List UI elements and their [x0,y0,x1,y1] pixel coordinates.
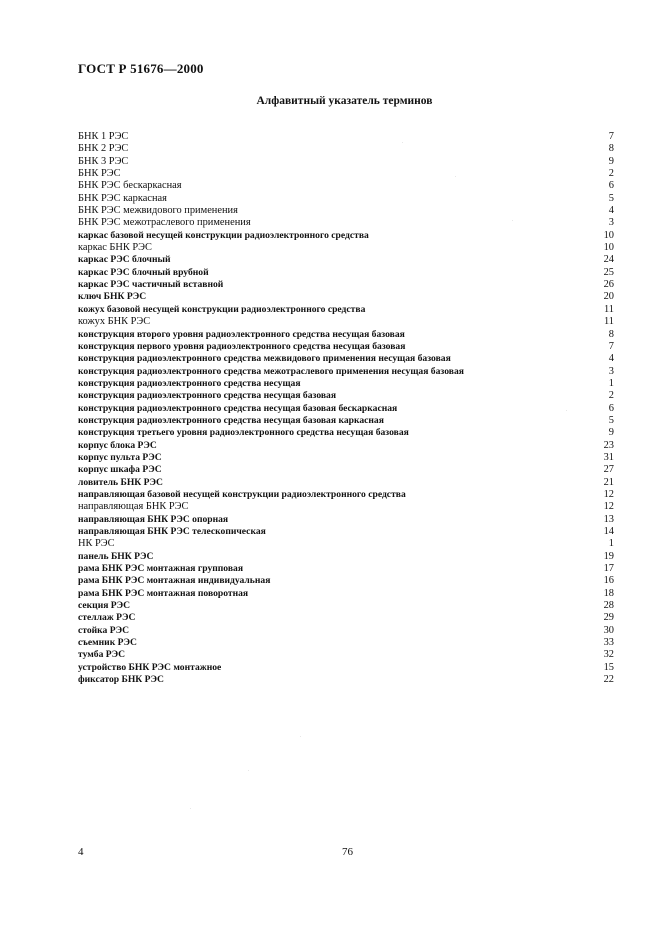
index-term: каркас базовой несущей конструкции радиоэлектронного средства [78,229,369,241]
alphabetical-index-list [78,131,614,686]
index-entry [78,168,614,180]
index-entry [78,649,614,661]
index-term-number: 25 [603,266,614,278]
index-entry [78,501,614,513]
index-term-number: 2 [608,390,614,402]
scan-artifact [300,736,301,737]
page-number: 76 [342,846,353,858]
index-entry [78,254,614,266]
index-term-number: 31 [603,451,614,463]
index-term-number: 19 [603,550,614,562]
index-term-number: 4 [608,205,614,217]
index-term: БНК РЭС каркасная [78,192,167,204]
index-entry [78,143,614,155]
index-term: устройство БНК РЭС монтажное [78,661,222,673]
index-term-number: 8 [608,143,614,155]
index-entry [78,156,614,168]
index-term: ключ БНК РЭС [78,291,147,303]
index-term: рама БНК РЭС монтажная поворотная [78,587,249,599]
index-entry [78,440,614,452]
index-entry [78,600,614,612]
index-term: конструкция радиоэлектронного средства межотраслевого применения несущая базовая [78,365,464,377]
index-term: рама БНК РЭС монтажная групповая [78,563,244,575]
scan-artifact [512,220,513,221]
index-term: БНК РЭС [78,168,121,180]
index-term: рама БНК РЭС монтажная индивидуальная [78,575,271,587]
scan-artifact [455,176,456,177]
index-term: конструкция радиоэлектронного средства несущая [78,377,301,389]
index-term: конструкция радиоэлектронного средства несущая базовая каркасная [78,414,384,426]
index-term-number: 22 [603,674,614,686]
index-term: конструкция радиоэлектронного средства несущая базовая бескаркасная [78,402,398,414]
index-term-number: 33 [603,637,614,649]
index-term: направляющая БНК РЭС [78,501,189,513]
index-term: направляющая БНК РЭС опорная [78,513,229,525]
index-term-number: 1 [608,538,614,550]
index-term-number: 5 [608,192,614,204]
index-entry [78,575,614,587]
index-entry [78,464,614,476]
index-entry [78,674,614,686]
index-term: БНК 1 РЭС [78,131,129,142]
index-term: секция РЭС [78,600,131,612]
scan-artifact [248,770,249,771]
index-term-number: 7 [608,131,614,142]
index-term: БНК РЭС межвидового применения [78,205,238,217]
index-entry [78,514,614,526]
index-term-number: 27 [603,464,614,476]
index-term-number: 28 [603,600,614,612]
index-term-number: 20 [603,291,614,303]
index-entry [78,551,614,563]
index-term-number: 29 [603,612,614,624]
index-term-number: 15 [603,661,614,673]
index-entry [78,180,614,192]
index-entry [78,131,614,143]
index-term: конструкция радиоэлектронного средства межвидового применения несущая базовая [78,353,451,365]
index-entry [78,279,614,291]
index-term: конструкция радиоэлектронного средства несущая базовая [78,390,337,402]
index-entry [78,304,614,316]
index-term: кожух базовой несущей конструкции радиоэлектронного средства [78,303,366,315]
index-term-number: 9 [608,155,614,167]
index-entry [78,353,614,365]
scan-artifact [190,808,191,809]
index-entry [78,526,614,538]
index-term: конструкция первого уровня радиоэлектронного средства несущая базовая [78,340,406,352]
index-term: каркас РЭС частичный вставной [78,279,224,291]
index-entry [78,489,614,501]
index-entry [78,612,614,624]
index-entry [78,267,614,279]
index-entry [78,477,614,489]
index-term: корпус блока РЭС [78,439,157,451]
index-term: БНК 2 РЭС [78,143,129,155]
index-term: панель БНК РЭС [78,550,154,562]
index-term: БНК РЭС межотраслевого применения [78,217,251,229]
index-entry [78,415,614,427]
index-term-number: 1 [608,377,614,389]
index-term: фиксатор БНК РЭС [78,674,164,686]
index-term: БНК РЭС бескаркасная [78,180,182,192]
index-term-number: 13 [603,513,614,525]
index-term: конструкция второго уровня радиоэлектронного средства несущая базовая [78,328,405,340]
index-term-number: 26 [603,279,614,291]
index-entry [78,341,614,353]
index-entry [78,217,614,229]
index-term-number: 10 [603,229,614,241]
index-title: Алфавитный указатель терминов [256,95,433,107]
scan-artifact [402,142,403,143]
index-term-number: 14 [603,526,614,537]
scan-artifact [566,410,567,411]
index-entry [78,662,614,674]
index-entry [78,205,614,217]
index-entry [78,563,614,575]
index-term-number: 11 [603,303,614,315]
index-term-number: 24 [603,254,614,266]
index-term: съемник РЭС [78,637,137,649]
index-term-number: 11 [603,316,614,328]
index-entry [78,329,614,341]
index-term: направляющая базовой несущей конструкции радиоэлектронного средства [78,488,406,500]
index-entry [78,637,614,649]
index-entry [78,538,614,550]
index-term: каркас РЭС блочный врубной [78,266,209,278]
index-term-number: 23 [603,439,614,451]
index-term: направляющая БНК РЭС телескопическая [78,526,266,537]
index-term: НК РЭС [78,538,115,550]
index-entry [78,242,614,254]
index-term: конструкция третьего уровня радиоэлектронного средства несущая базовая [78,427,409,439]
index-entry [78,427,614,439]
index-term-number: 32 [603,649,614,661]
index-term: ловитель БНК РЭС [78,476,163,488]
index-term-number: 30 [603,624,614,636]
index-term-number: 9 [608,427,614,439]
index-term-number: 17 [603,563,614,575]
index-term-number: 6 [608,180,614,192]
index-term: кожух БНК РЭС [78,316,151,328]
index-term: каркас РЭС блочный [78,254,171,266]
index-entry [78,193,614,205]
index-term-number: 4 [608,353,614,365]
index-term: корпус шкафа РЭС [78,464,162,476]
index-term-number: 10 [603,242,614,254]
index-term-number: 21 [603,476,614,488]
sheet-number: 4 [78,846,84,858]
index-term: корпус пульта РЭС [78,451,162,463]
index-term-number: 6 [608,402,614,414]
index-term: каркас БНК РЭС [78,242,152,254]
index-term-number: 7 [608,340,614,352]
index-term-number: 18 [603,587,614,599]
index-term-number: 2 [608,168,614,180]
document-standard-id: ГОСТ Р 51676—2000 [78,61,204,76]
index-term-number: 3 [608,365,614,377]
index-term-number: 16 [603,575,614,587]
index-entry [78,366,614,378]
index-entry [78,230,614,242]
index-term-number: 12 [603,501,614,513]
index-entry [78,378,614,390]
index-entry [78,390,614,402]
index-entry [78,452,614,464]
index-term-number: 5 [608,414,614,426]
index-term-number: 12 [603,488,614,500]
index-term-number: 3 [608,217,614,229]
index-entry [78,316,614,328]
index-term-number: 8 [608,328,614,340]
index-term: тумба РЭС [78,649,126,661]
index-entry [78,291,614,303]
index-entry [78,588,614,600]
index-entry [78,403,614,415]
index-term: стеллаж РЭС [78,612,136,624]
index-entry [78,625,614,637]
index-term: стойка РЭС [78,624,130,636]
index-term: БНК 3 РЭС [78,155,129,167]
